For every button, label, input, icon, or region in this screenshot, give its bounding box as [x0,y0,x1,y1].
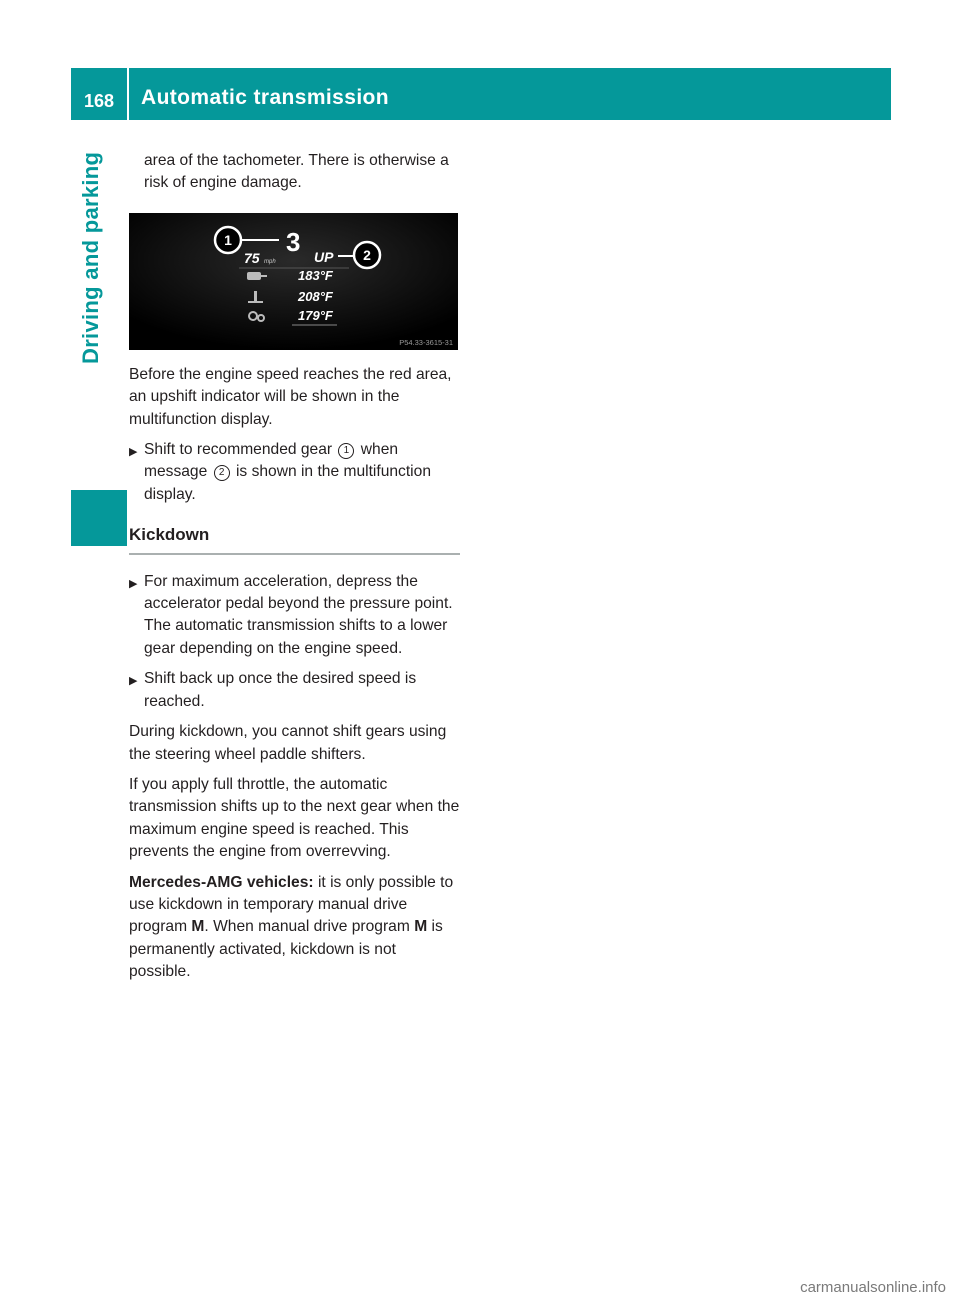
display-illustration [129,213,458,350]
upshift-indicator: UP [314,248,334,265]
paragraph-amg-vehicles: Mercedes-AMG vehicles: it is only possible to use kickdown in temporary manual drive program M. When manual drive program M is permanently activated, kickdown is not possible. [129,873,454,981]
callout-1-number: 1 [224,231,232,248]
transmission-temperature-value: 179°F [298,307,333,323]
callout-ref-1: 1 [338,443,354,459]
arrow-icon: ▶ [129,675,138,688]
instruction-step [129,571,460,661]
section-side-label: Driving and parking [78,151,103,364]
paragraph-full-throttle: If you apply full throttle, the automatic transmission shifts up to the next gear when the maximum engine speed is reached. This prevents the engine from overrevving. [129,775,460,861]
section-marker [71,490,127,546]
section-heading-kickdown: Kickdown [129,524,460,554]
coolant-temperature-value: 208°F [298,288,333,304]
page-title: Automatic transmission [141,86,390,109]
arrow-icon: ▶ [129,446,138,459]
instruction-step [129,668,460,713]
page-number: 168 [83,91,115,111]
speed-value: 75 [244,249,260,266]
step-text: is shown in the multifunction display. [144,463,431,503]
content-column [129,150,460,992]
step-result: The automatic transmission shifts to a lower gear depending on the engine speed. [144,617,448,657]
step-text: when message [144,441,399,481]
paragraph-upshift: Before the engine speed reaches the red area, an upshift indicator will be shown in the multifunction display. [129,365,452,428]
callout-ref-2: 2 [214,465,230,481]
multifunction-display-figure [129,213,458,350]
intro-text: area of the tachometer. There is otherwise a risk of engine damage. [144,152,449,192]
watermark: carmanualsonline.info [800,1279,946,1296]
figure-code: P54.33-3615-31 [399,337,453,347]
paragraph-paddle-shifters: During kickdown, you cannot shift gears using the steering wheel paddle shifters. [129,723,447,763]
callout-2-number: 2 [363,246,371,263]
instruction-step [129,439,460,506]
speed-unit: mph [264,258,276,265]
amg-lead: Mercedes-AMG vehicles: [129,873,314,891]
step-text: For maximum acceleration, depress the accelerator pedal beyond the pressure point. [144,572,453,613]
arrow-icon: ▶ [129,577,138,590]
step-text: Shift to recommended gear [144,441,333,459]
oil-temperature-value: 183°F [298,267,333,283]
gear-indicator: 3 [286,226,301,257]
step-text: Shift back up once the desired speed is reached. [144,670,417,710]
header-divider [127,68,129,120]
